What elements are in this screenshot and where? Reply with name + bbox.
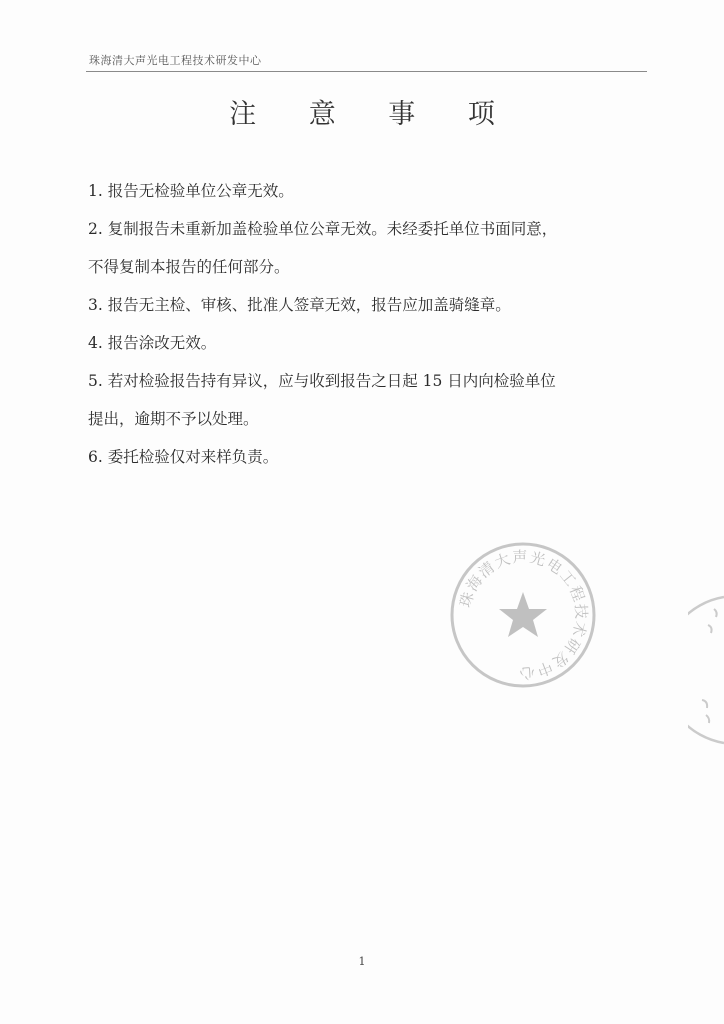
notice-list bbox=[88, 172, 648, 476]
notice-item-3 bbox=[88, 286, 648, 324]
page-title: 注 意 事 项 bbox=[229, 99, 517, 130]
notice-line: 提出，逾期不予以处理。 bbox=[88, 410, 259, 428]
star-icon bbox=[499, 592, 547, 637]
notice-item-2 bbox=[88, 210, 648, 286]
seal-ring-text: 珠海清大声光电工程技术研发中心 bbox=[456, 547, 591, 683]
page-number: 1 bbox=[358, 955, 366, 968]
notice-item-1 bbox=[88, 172, 648, 210]
official-seal bbox=[448, 540, 598, 690]
notice-line: 不得复制本报告的任何部分。 bbox=[88, 258, 290, 276]
seam-seal-fragment bbox=[688, 595, 724, 745]
notice-item-6 bbox=[88, 438, 648, 476]
notice-line: 1. 报告无检验单位公章无效。 bbox=[88, 182, 294, 200]
header-rule bbox=[86, 71, 647, 72]
notice-line: 2. 复制报告未重新加盖检验单位公章无效。未经委托单位书面同意， bbox=[88, 220, 558, 238]
notice-line: 3. 报告无主检、审核、批准人签章无效，报告应加盖骑缝章。 bbox=[88, 296, 511, 314]
notice-item-5 bbox=[88, 362, 648, 438]
notice-item-4 bbox=[88, 324, 648, 362]
notice-line: 5. 若对检验报告持有异议，应与收到报告之日起 15 日内向检验单位 bbox=[88, 372, 556, 390]
notice-line: 4. 报告涂改无效。 bbox=[88, 334, 217, 352]
notice-line: 6. 委托检验仅对来样负责。 bbox=[88, 448, 279, 466]
header-org-name: 珠海清大声光电工程技术研发中心 bbox=[89, 54, 262, 67]
